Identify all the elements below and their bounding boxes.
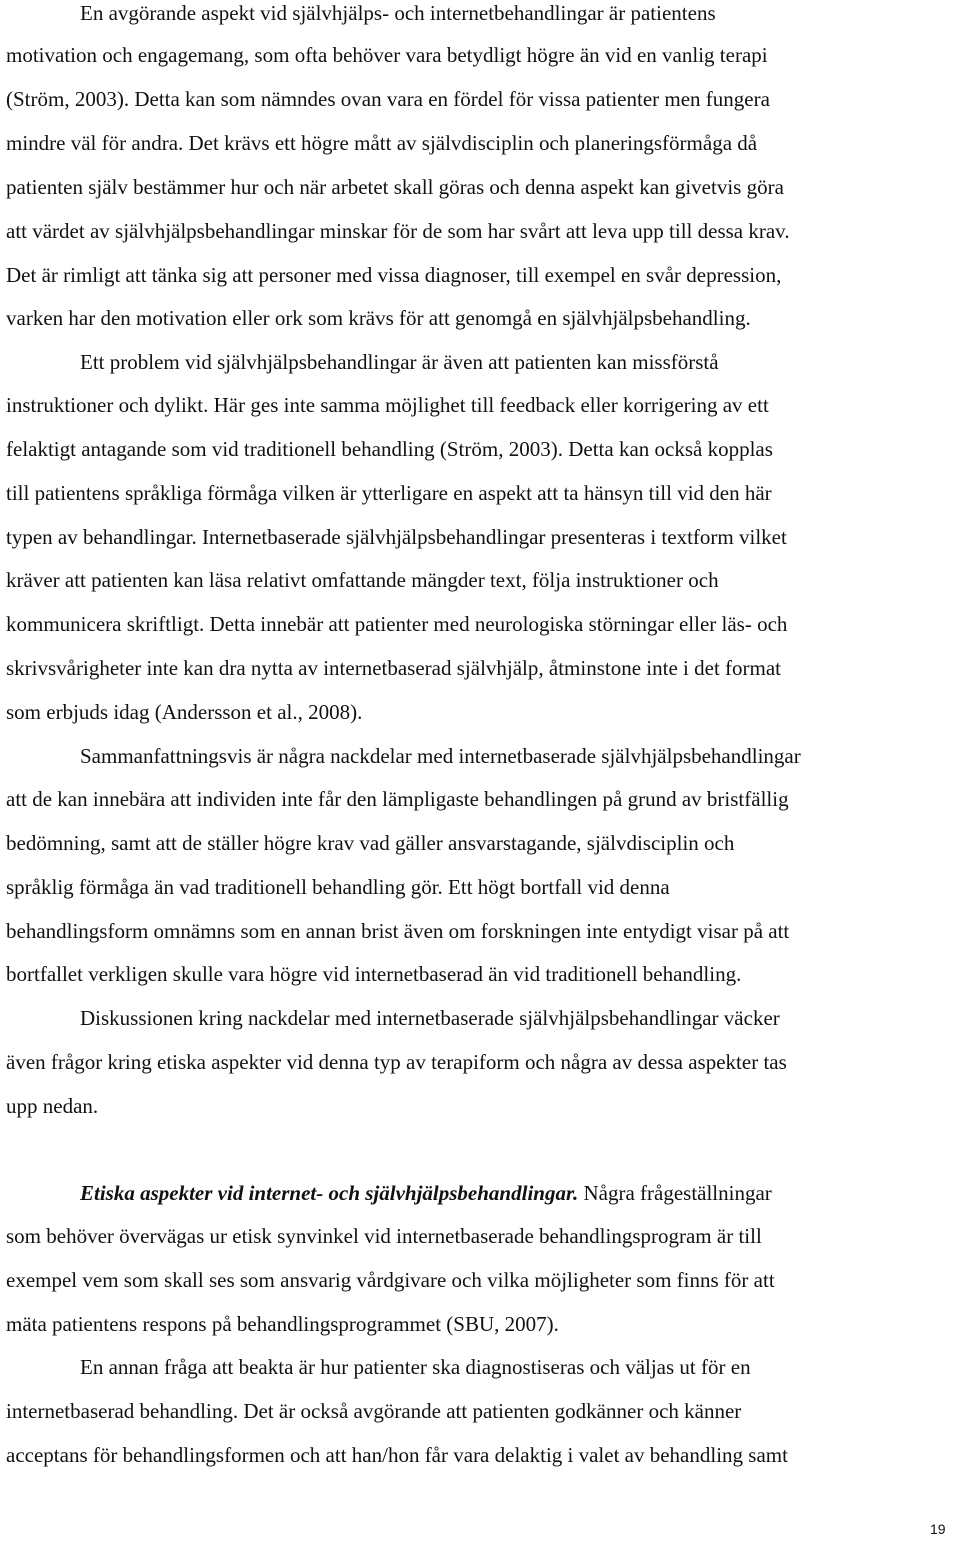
paragraph-start-line: Diskussionen kring nackdelar med internetbaserade självhjälpsbehandlingar väcker	[80, 1006, 780, 1030]
section-heading: Etiska aspekter vid internet- och självhjälpsbehandlingar.	[80, 1181, 579, 1205]
text-line: internetbaserad behandling. Det är också avgörande att patienten godkänner och känner	[6, 1399, 742, 1423]
text-line: felaktigt antagande som vid traditionell behandling (Ström, 2003). Detta kan också kopplas	[6, 437, 773, 461]
text-line: upp nedan.	[6, 1094, 99, 1118]
section-heading-line	[80, 1180, 772, 1206]
text-line: även frågor kring etiska aspekter vid denna typ av terapiform och några av dessa aspekter tas	[6, 1050, 787, 1074]
text-line: kommunicera skriftligt. Detta innebär att patienter med neurologiska störningar eller läs- och	[6, 612, 788, 636]
text-line: bedömning, samt att de ställer högre krav vad gäller ansvarstagande, självdisciplin och	[6, 831, 735, 855]
text-line: acceptans för behandlingsformen och att han/hon får vara delaktig i valet av behandling samt	[6, 1443, 788, 1467]
text-line: En avgörande aspekt vid självhjälps- och internetbehandlingar är patientens	[80, 1, 716, 25]
text-line: Det är rimligt att tänka sig att personer med vissa diagnoser, till exempel en svår depression,	[6, 263, 782, 287]
section-heading-continuation: Några frågeställningar	[578, 1181, 772, 1205]
page-number: 19	[930, 1521, 946, 1537]
text-line: mindre väl för andra. Det krävs ett högre mått av självdisciplin och planeringsförmåga då	[6, 131, 758, 155]
text-line: mäta patientens respons på behandlingsprogrammet (SBU, 2007).	[6, 1312, 559, 1336]
text-line: typen av behandlingar. Internetbaserade självhjälpsbehandlingar presenteras i textform vilket	[6, 525, 787, 549]
text-line: som behöver övervägas ur etisk synvinkel vid internetbaserade behandlingsprogram är till	[6, 1224, 762, 1248]
text-line: skrivsvårigheter inte kan dra nytta av internetbaserad självhjälp, åtminstone inte i det format	[6, 656, 782, 680]
paragraph-start-line: Ett problem vid självhjälpsbehandlingar är även att patienten kan missförstå	[80, 350, 719, 374]
text-line: behandlingsform omnämns som en annan brist även om forskningen inte entydigt visar på att	[6, 919, 790, 943]
text-line: instruktioner och dylikt. Här ges inte samma möjlighet till feedback eller korrigering av ett	[6, 393, 769, 417]
text-line: bortfallet verkligen skulle vara högre vid internetbaserad än vid traditionell behandling.	[6, 962, 742, 986]
text-line: kräver att patienten kan läsa relativt omfattande mängder text, följa instruktioner och	[6, 568, 719, 592]
text-line: motivation och engagemang, som ofta behöver vara betydligt högre än vid en vanlig terapi	[6, 43, 768, 67]
paragraph-start-line: En annan fråga att beakta är hur patienter ska diagnostiseras och väljas ut för en	[80, 1355, 751, 1379]
text-line: att värdet av självhjälpsbehandlingar minskar för de som har svårt att leva upp till dessa krav.	[6, 219, 790, 243]
text-line: exempel vem som skall ses som ansvarig vårdgivare och vilka möjligheter som finns för att	[6, 1268, 775, 1292]
text-line: (Ström, 2003). Detta kan som nämndes ovan vara en fördel för vissa patienter men fungera	[6, 87, 770, 111]
text-line: varken har den motivation eller ork som krävs för att genomgå en självhjälpsbehandling.	[6, 306, 751, 330]
text-line: språklig förmåga än vad traditionell behandling gör. Ett högt bortfall vid denna	[6, 875, 670, 899]
text-line: som erbjuds idag (Andersson et al., 2008).	[6, 700, 363, 724]
text-line: patienten själv bestämmer hur och när arbetet skall göras och denna aspekt kan givetvis göra	[6, 175, 784, 199]
text-line: till patientens språkliga förmåga vilken är ytterligare en aspekt att ta hänsyn till vid den här	[6, 481, 772, 505]
paragraph-start-line: Sammanfattningsvis är några nackdelar med internetbaserade självhjälpsbehandlingar	[80, 744, 801, 768]
text-line: att de kan innebära att individen inte får den lämpligaste behandlingen på grund av bristfällig	[6, 787, 789, 811]
